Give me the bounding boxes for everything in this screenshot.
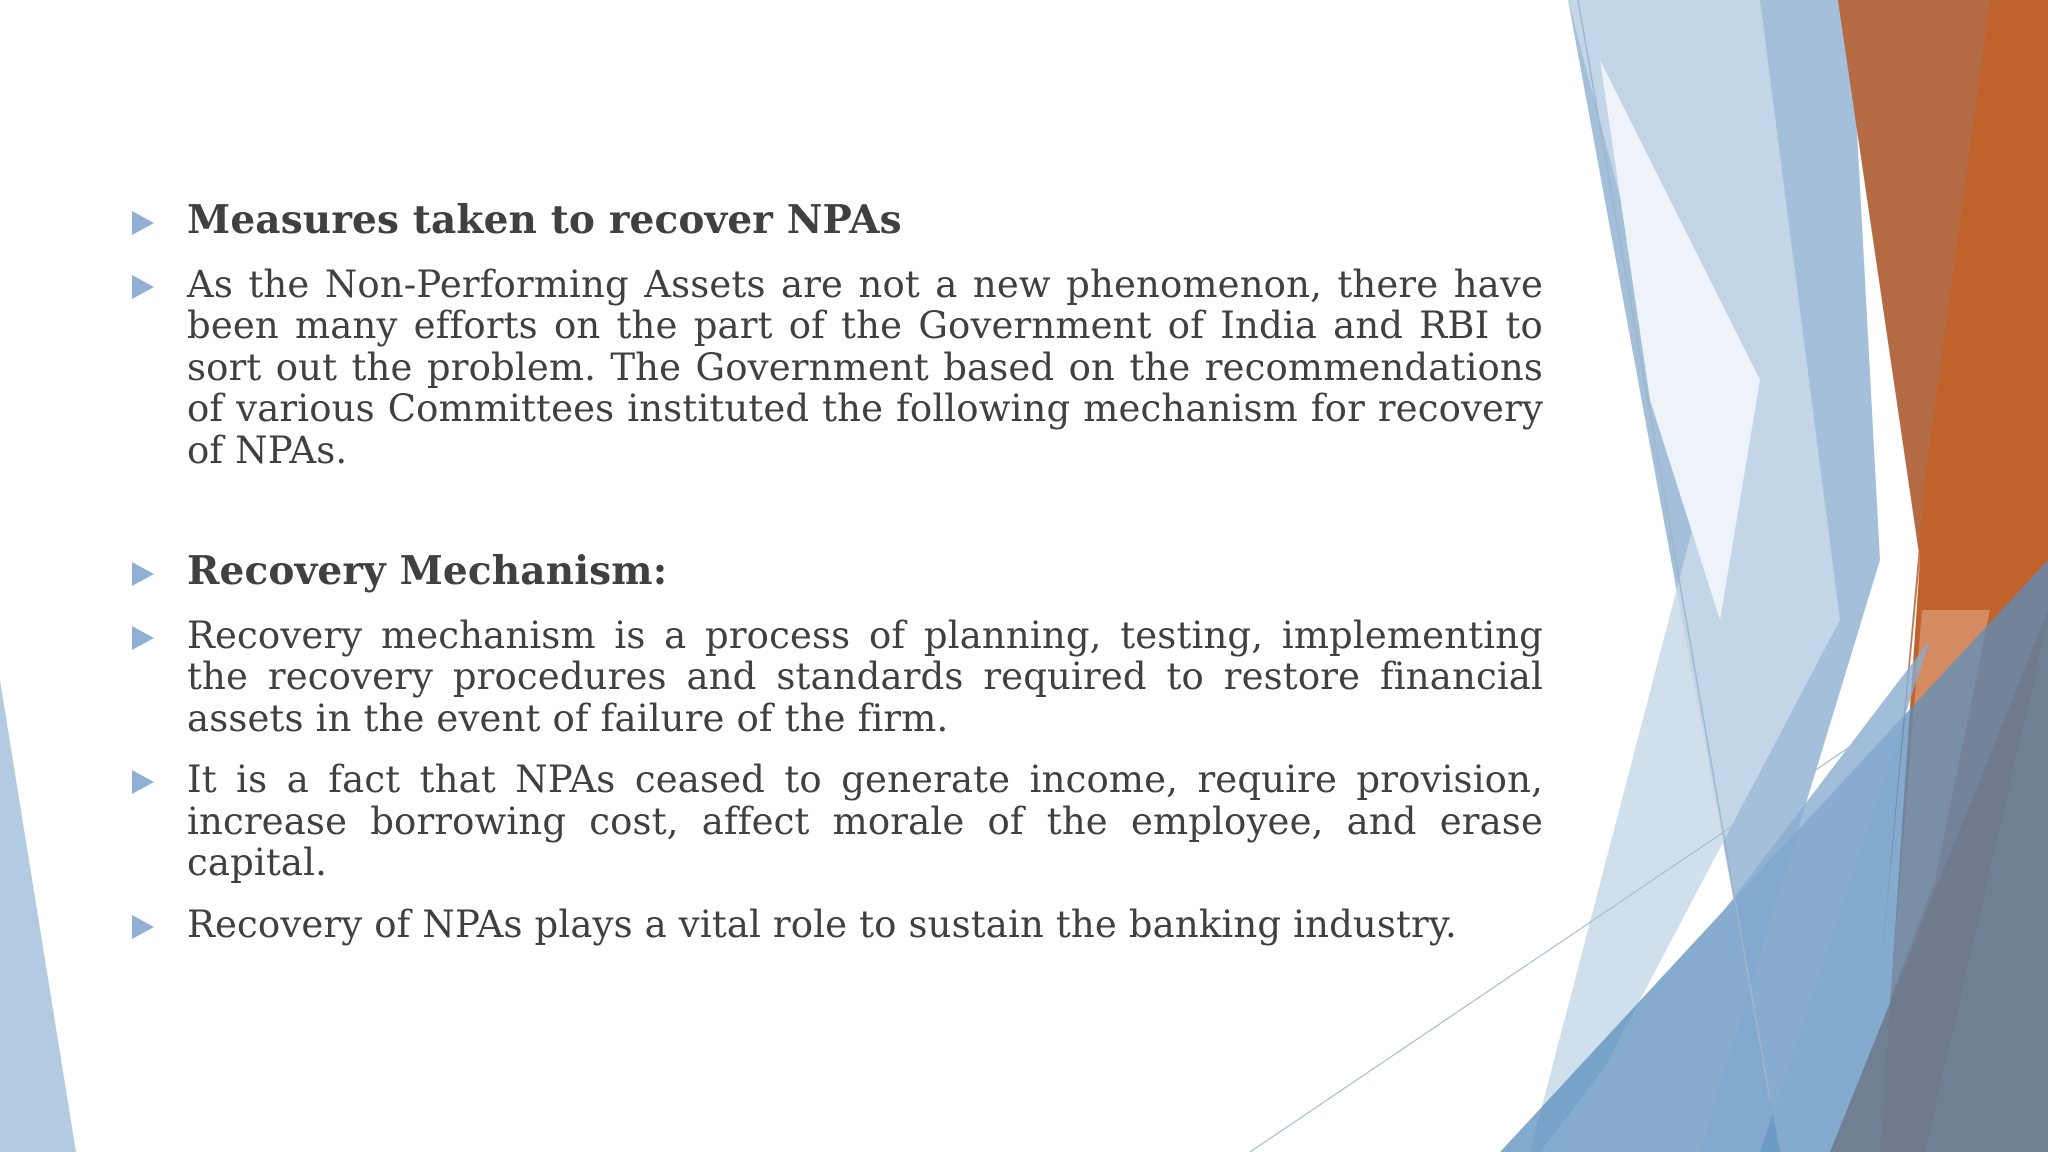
bullet-paragraph-fact	[129, 759, 1543, 884]
bullet-paragraph-role	[129, 904, 1543, 946]
bullet-heading-measures	[129, 197, 1543, 243]
bullet-arrow-icon	[132, 562, 154, 586]
bullet-arrow-icon	[132, 211, 154, 235]
left-edge-shape	[0, 680, 76, 1152]
bullet-arrow-icon	[132, 626, 154, 650]
paragraph-text: Recovery mechanism is a process of planning, testing, implementing the recovery procedures and standards required to restore financial assets in the event of failure of the firm.	[187, 613, 1543, 740]
bullet-heading-recovery	[129, 548, 1543, 594]
bullet-arrow-icon	[132, 770, 154, 794]
bullet-paragraph-definition	[129, 615, 1543, 740]
heading-text: Recovery Mechanism:	[187, 548, 668, 594]
heading-text: Measures taken to recover NPAs	[187, 197, 902, 243]
paragraph-text: As the Non-Performing Assets are not a new phenomenon, there have been many efforts on the part of the Government of India and RBI to sort out the problem. The Government based on the recommendations of various Committees instituted the following mechanism for recovery of NPAs.	[187, 262, 1543, 472]
bullet-paragraph-intro	[129, 264, 1543, 472]
paragraph-text: It is a fact that NPAs ceased to generate income, require provision, increase borrowing cost, affect morale of the employee, and erase capital.	[187, 758, 1543, 884]
paragraph-text: Recovery of NPAs plays a vital role to sustain the banking industry.	[187, 902, 1457, 946]
bullet-arrow-icon	[132, 915, 154, 939]
content-area	[129, 197, 1543, 965]
bullet-arrow-icon	[132, 275, 154, 299]
